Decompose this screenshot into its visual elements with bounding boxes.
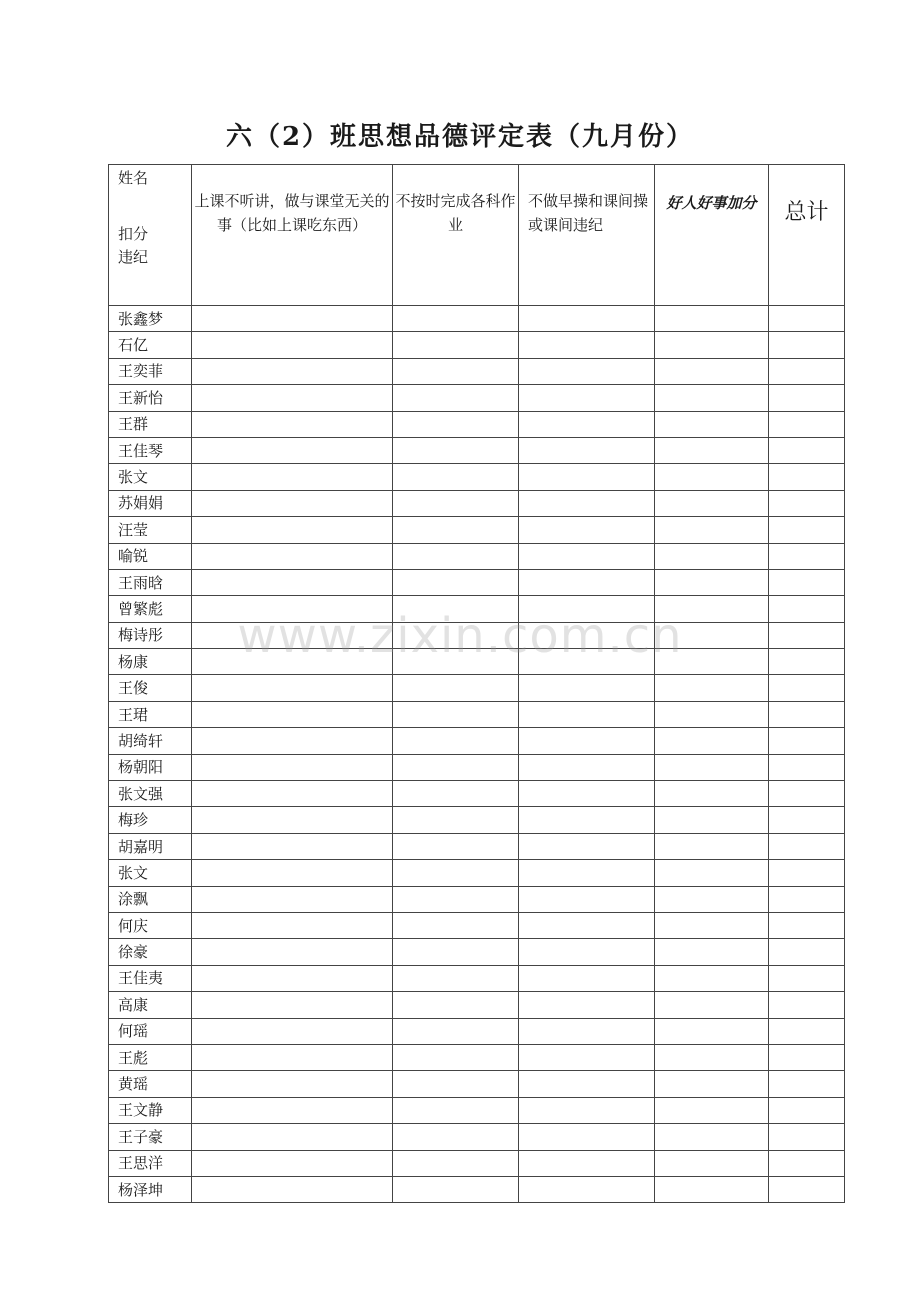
exercise-cell[interactable]: [519, 912, 655, 938]
exercise-cell[interactable]: [519, 1150, 655, 1176]
exercise-cell[interactable]: [519, 1124, 655, 1150]
class-behavior-cell[interactable]: [192, 1097, 393, 1123]
homework-cell[interactable]: [393, 701, 519, 727]
student-name-cell: 王思洋: [109, 1150, 192, 1176]
good-deeds-cell[interactable]: [655, 490, 769, 516]
class-behavior-cell[interactable]: [192, 860, 393, 886]
exercise-cell[interactable]: [519, 569, 655, 595]
class-behavior-cell[interactable]: [192, 543, 393, 569]
table-row: [109, 1097, 845, 1123]
homework-cell[interactable]: [393, 807, 519, 833]
total-cell[interactable]: [769, 833, 845, 859]
total-cell[interactable]: [769, 1018, 845, 1044]
class-behavior-cell[interactable]: [192, 332, 393, 358]
student-name-cell: 王雨晗: [109, 569, 192, 595]
exercise-cell[interactable]: [519, 1018, 655, 1044]
total-cell[interactable]: [769, 358, 845, 384]
homework-cell[interactable]: [393, 543, 519, 569]
good-deeds-cell[interactable]: [655, 543, 769, 569]
exercise-cell[interactable]: [519, 860, 655, 886]
watermark: www.zixin.com.cn: [237, 608, 683, 664]
total-cell[interactable]: [769, 1124, 845, 1150]
total-cell[interactable]: [769, 596, 845, 622]
homework-cell[interactable]: [393, 385, 519, 411]
class-behavior-cell[interactable]: [192, 649, 393, 675]
exercise-cell[interactable]: [519, 1044, 655, 1070]
corner-header-cell: [109, 165, 192, 306]
table-row: [109, 569, 845, 595]
table-row: [109, 517, 845, 543]
class-behavior-cell[interactable]: [192, 807, 393, 833]
good-deeds-cell[interactable]: [655, 1071, 769, 1097]
exercise-cell[interactable]: [519, 358, 655, 384]
class-behavior-cell[interactable]: [192, 1124, 393, 1150]
student-name-cell: 王奕菲: [109, 358, 192, 384]
page-title: 六（2）班思想品德评定表（九月份）: [225, 122, 695, 152]
total-cell[interactable]: [769, 649, 845, 675]
table-row: [109, 1176, 845, 1202]
exercise-cell[interactable]: [519, 332, 655, 358]
total-cell[interactable]: [769, 701, 845, 727]
exercise-cell[interactable]: [519, 1176, 655, 1202]
good-deeds-cell[interactable]: [655, 675, 769, 701]
good-deeds-cell[interactable]: [655, 833, 769, 859]
table-row: [109, 860, 845, 886]
exercise-cell[interactable]: [519, 596, 655, 622]
table-row: [109, 358, 845, 384]
table-row: [109, 728, 845, 754]
class-behavior-cell[interactable]: [192, 490, 393, 516]
table-row: [109, 1150, 845, 1176]
exercise-cell[interactable]: [519, 833, 655, 859]
good-deeds-cell[interactable]: [655, 1150, 769, 1176]
table-row: [109, 411, 845, 437]
evaluation-table: [108, 164, 845, 1203]
class-behavior-cell[interactable]: [192, 385, 393, 411]
total-cell[interactable]: [769, 1150, 845, 1176]
total-cell[interactable]: [769, 965, 845, 991]
total-cell[interactable]: [769, 1071, 845, 1097]
good-deeds-cell[interactable]: [655, 596, 769, 622]
student-name-cell: 梅诗彤: [109, 622, 192, 648]
homework-cell[interactable]: [393, 860, 519, 886]
good-deeds-cell[interactable]: [655, 886, 769, 912]
exercise-cell[interactable]: [519, 1097, 655, 1123]
good-deeds-cell[interactable]: [655, 437, 769, 463]
student-name-cell: 黄瑶: [109, 1071, 192, 1097]
class-behavior-cell[interactable]: [192, 992, 393, 1018]
exercise-cell[interactable]: [519, 754, 655, 780]
exercise-cell[interactable]: [519, 1071, 655, 1097]
good-deeds-cell[interactable]: [655, 807, 769, 833]
column-header-class-behavior: 上课不听讲，做与课堂无关的事（比如上课吃东西）: [192, 165, 393, 306]
student-name-cell: 王珺: [109, 701, 192, 727]
class-behavior-cell[interactable]: [192, 701, 393, 727]
homework-cell[interactable]: [393, 569, 519, 595]
good-deeds-cell[interactable]: [655, 464, 769, 490]
total-cell[interactable]: [769, 728, 845, 754]
column-header-exercise: 不做早操和课间操或课间违纪: [519, 165, 655, 306]
exercise-cell[interactable]: [519, 622, 655, 648]
student-name-cell: 杨朝阳: [109, 754, 192, 780]
total-cell[interactable]: [769, 490, 845, 516]
good-deeds-cell[interactable]: [655, 411, 769, 437]
homework-cell[interactable]: [393, 1044, 519, 1070]
exercise-cell[interactable]: [519, 437, 655, 463]
class-behavior-cell[interactable]: [192, 437, 393, 463]
table-row: [109, 833, 845, 859]
table-row: [109, 912, 845, 938]
header-row: [109, 165, 845, 306]
name-label: 姓名: [118, 169, 149, 187]
total-cell[interactable]: [769, 781, 845, 807]
class-behavior-cell[interactable]: [192, 886, 393, 912]
student-name-cell: 徐豪: [109, 939, 192, 965]
homework-cell[interactable]: [393, 754, 519, 780]
student-name-cell: 涂飘: [109, 886, 192, 912]
exercise-cell[interactable]: [519, 543, 655, 569]
homework-cell[interactable]: [393, 437, 519, 463]
table-row: [109, 543, 845, 569]
good-deeds-cell[interactable]: [655, 569, 769, 595]
class-behavior-cell[interactable]: [192, 1018, 393, 1044]
homework-cell[interactable]: [393, 490, 519, 516]
homework-cell[interactable]: [393, 411, 519, 437]
class-behavior-cell[interactable]: [192, 1071, 393, 1097]
student-name-cell: 张文强: [109, 781, 192, 807]
total-cell[interactable]: [769, 939, 845, 965]
homework-cell[interactable]: [393, 306, 519, 332]
table-row: [109, 649, 845, 675]
table-row: [109, 437, 845, 463]
total-cell[interactable]: [769, 411, 845, 437]
class-behavior-cell[interactable]: [192, 833, 393, 859]
class-behavior-cell[interactable]: [192, 1150, 393, 1176]
student-name-cell: 王文静: [109, 1097, 192, 1123]
good-deeds-cell[interactable]: [655, 912, 769, 938]
class-behavior-cell[interactable]: [192, 965, 393, 991]
class-behavior-cell[interactable]: [192, 939, 393, 965]
class-behavior-cell[interactable]: [192, 622, 393, 648]
good-deeds-cell[interactable]: [655, 1176, 769, 1202]
total-cell[interactable]: [769, 912, 845, 938]
student-name-cell: 何瑶: [109, 1018, 192, 1044]
table-row: [109, 992, 845, 1018]
exercise-cell[interactable]: [519, 939, 655, 965]
homework-cell[interactable]: [393, 464, 519, 490]
class-behavior-cell[interactable]: [192, 781, 393, 807]
student-name-cell: 王群: [109, 411, 192, 437]
table-row: [109, 306, 845, 332]
class-behavior-cell[interactable]: [192, 754, 393, 780]
student-name-cell: 王彪: [109, 1044, 192, 1070]
table-row: [109, 1018, 845, 1044]
exercise-cell[interactable]: [519, 464, 655, 490]
student-name-cell: 杨泽坤: [109, 1176, 192, 1202]
total-cell[interactable]: [769, 807, 845, 833]
good-deeds-cell[interactable]: [655, 385, 769, 411]
table-row: [109, 701, 845, 727]
exercise-cell[interactable]: [519, 649, 655, 675]
exercise-cell[interactable]: [519, 385, 655, 411]
total-cell[interactable]: [769, 754, 845, 780]
total-cell[interactable]: [769, 437, 845, 463]
table-row: [109, 464, 845, 490]
student-name-cell: 王俊: [109, 675, 192, 701]
table-row: [109, 675, 845, 701]
total-cell[interactable]: [769, 675, 845, 701]
student-name-cell: 王新怡: [109, 385, 192, 411]
total-cell[interactable]: [769, 543, 845, 569]
column-header-good-deeds: 好人好事加分: [655, 165, 769, 306]
total-cell[interactable]: [769, 569, 845, 595]
homework-cell[interactable]: [393, 992, 519, 1018]
exercise-cell[interactable]: [519, 411, 655, 437]
exercise-cell[interactable]: [519, 886, 655, 912]
exercise-cell[interactable]: [519, 728, 655, 754]
class-behavior-cell[interactable]: [192, 306, 393, 332]
homework-cell[interactable]: [393, 1018, 519, 1044]
class-behavior-cell[interactable]: [192, 728, 393, 754]
table-row: [109, 781, 845, 807]
good-deeds-cell[interactable]: [655, 860, 769, 886]
student-name-cell: 苏娟娟: [109, 490, 192, 516]
table-row: [109, 939, 845, 965]
total-cell[interactable]: [769, 1044, 845, 1070]
good-deeds-cell[interactable]: [655, 1018, 769, 1044]
good-deeds-cell[interactable]: [655, 992, 769, 1018]
class-behavior-cell[interactable]: [192, 596, 393, 622]
deduct-label: 扣分: [118, 225, 149, 243]
student-name-cell: 曾繁彪: [109, 596, 192, 622]
exercise-cell[interactable]: [519, 675, 655, 701]
violation-label: 违纪: [118, 248, 149, 266]
homework-cell[interactable]: [393, 358, 519, 384]
homework-cell[interactable]: [393, 965, 519, 991]
good-deeds-cell[interactable]: [655, 939, 769, 965]
table-row: [109, 596, 845, 622]
good-deeds-cell[interactable]: [655, 701, 769, 727]
class-behavior-cell[interactable]: [192, 912, 393, 938]
total-cell[interactable]: [769, 622, 845, 648]
table-row: [109, 385, 845, 411]
total-cell[interactable]: [769, 886, 845, 912]
homework-cell[interactable]: [393, 912, 519, 938]
exercise-cell[interactable]: [519, 306, 655, 332]
student-name-cell: 张文: [109, 860, 192, 886]
good-deeds-cell[interactable]: [655, 1124, 769, 1150]
column-header-total: 总计: [769, 165, 845, 306]
student-rows: [109, 306, 845, 1203]
homework-cell[interactable]: [393, 1150, 519, 1176]
student-name-cell: 汪莹: [109, 517, 192, 543]
student-name-cell: 王佳夷: [109, 965, 192, 991]
homework-cell[interactable]: [393, 728, 519, 754]
total-cell[interactable]: [769, 1176, 845, 1202]
total-cell[interactable]: [769, 385, 845, 411]
class-behavior-cell[interactable]: [192, 464, 393, 490]
homework-cell[interactable]: [393, 886, 519, 912]
exercise-cell[interactable]: [519, 490, 655, 516]
table-row: [109, 1044, 845, 1070]
homework-cell[interactable]: [393, 781, 519, 807]
homework-cell[interactable]: [393, 1124, 519, 1150]
student-name-cell: 胡嘉明: [109, 833, 192, 859]
good-deeds-cell[interactable]: [655, 781, 769, 807]
good-deeds-cell[interactable]: [655, 1044, 769, 1070]
total-cell[interactable]: [769, 992, 845, 1018]
student-name-cell: 高康: [109, 992, 192, 1018]
student-name-cell: 王子豪: [109, 1124, 192, 1150]
good-deeds-cell[interactable]: [655, 358, 769, 384]
table-row: [109, 754, 845, 780]
exercise-cell[interactable]: [519, 517, 655, 543]
student-name-cell: 喻锐: [109, 543, 192, 569]
homework-cell[interactable]: [393, 649, 519, 675]
student-name-cell: 梅珍: [109, 807, 192, 833]
class-behavior-cell[interactable]: [192, 358, 393, 384]
homework-cell[interactable]: [393, 1097, 519, 1123]
table-row: [109, 886, 845, 912]
table-row: [109, 1071, 845, 1097]
total-cell[interactable]: [769, 1097, 845, 1123]
good-deeds-cell[interactable]: [655, 754, 769, 780]
table-row: [109, 622, 845, 648]
exercise-cell[interactable]: [519, 781, 655, 807]
column-header-homework: 不按时完成各科作业: [393, 165, 519, 306]
total-cell[interactable]: [769, 517, 845, 543]
class-behavior-cell[interactable]: [192, 517, 393, 543]
student-name-cell: 何庆: [109, 912, 192, 938]
homework-cell[interactable]: [393, 675, 519, 701]
homework-cell[interactable]: [393, 332, 519, 358]
good-deeds-cell[interactable]: [655, 728, 769, 754]
table-row: [109, 807, 845, 833]
table-row: [109, 965, 845, 991]
homework-cell[interactable]: [393, 1176, 519, 1202]
table-row: [109, 332, 845, 358]
total-cell[interactable]: [769, 464, 845, 490]
good-deeds-cell[interactable]: [655, 622, 769, 648]
class-behavior-cell[interactable]: [192, 1044, 393, 1070]
homework-cell[interactable]: [393, 517, 519, 543]
total-cell[interactable]: [769, 860, 845, 886]
good-deeds-cell[interactable]: [655, 965, 769, 991]
class-behavior-cell[interactable]: [192, 411, 393, 437]
student-name-cell: 张文: [109, 464, 192, 490]
exercise-cell[interactable]: [519, 965, 655, 991]
class-behavior-cell[interactable]: [192, 675, 393, 701]
good-deeds-cell[interactable]: [655, 649, 769, 675]
homework-cell[interactable]: [393, 596, 519, 622]
good-deeds-cell[interactable]: [655, 306, 769, 332]
student-name-cell: 胡绮轩: [109, 728, 192, 754]
student-name-cell: 杨康: [109, 649, 192, 675]
class-behavior-cell[interactable]: [192, 1176, 393, 1202]
class-behavior-cell[interactable]: [192, 569, 393, 595]
student-name-cell: 王佳琴: [109, 437, 192, 463]
total-cell[interactable]: [769, 306, 845, 332]
homework-cell[interactable]: [393, 939, 519, 965]
good-deeds-cell[interactable]: [655, 332, 769, 358]
exercise-cell[interactable]: [519, 807, 655, 833]
student-name-cell: 石亿: [109, 332, 192, 358]
total-cell[interactable]: [769, 332, 845, 358]
table-row: [109, 490, 845, 516]
table-row: [109, 1124, 845, 1150]
good-deeds-cell[interactable]: [655, 517, 769, 543]
homework-cell[interactable]: [393, 622, 519, 648]
exercise-cell[interactable]: [519, 701, 655, 727]
exercise-cell[interactable]: [519, 992, 655, 1018]
good-deeds-cell[interactable]: [655, 1097, 769, 1123]
homework-cell[interactable]: [393, 1071, 519, 1097]
student-name-cell: 张鑫梦: [109, 306, 192, 332]
homework-cell[interactable]: [393, 833, 519, 859]
